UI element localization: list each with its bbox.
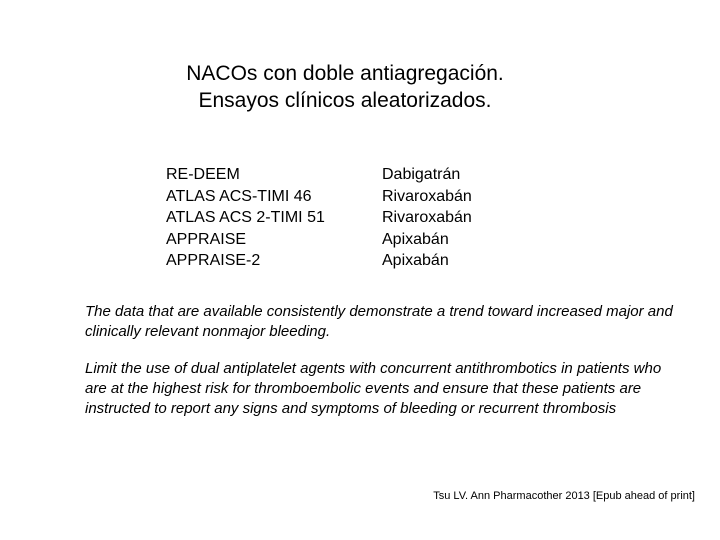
title-line-1: NACOs con doble antiagregación. (186, 62, 504, 85)
trial-name: APPRAISE-2 (166, 252, 261, 269)
trial-drug: Apixabán (382, 230, 449, 248)
trial-drug: Apixabán (382, 252, 449, 269)
citation: Tsu LV. Ann Pharmacother 2013 [Epub ahead of print] (433, 490, 695, 502)
title-line-2: Ensayos clínicos aleatorizados. (198, 89, 492, 112)
trial-name: APPRAISE (166, 230, 247, 248)
trial-name: ATLAS ACS-TIMI 46 (166, 187, 312, 205)
bleeding-trend-paragraph: The data that are available consistently demonstrate a trend toward increased major and clinically relevant nonmajor bleeding. (85, 303, 673, 340)
trial-name: ATLAS ACS 2-TIMI 51 (166, 209, 325, 226)
trial-drug: Rivaroxabán (382, 187, 472, 205)
trial-row (166, 164, 472, 186)
trial-drug: Dabigatrán (382, 166, 461, 183)
recommendation-paragraph: Limit the use of dual antiplatelet agents with concurrent antithrombotics in patients who are at the highest risk for thromboembolic events and ensure that these patients are instructed to report any signs and symptoms of bleeding or recurrent thrombosis (85, 360, 662, 417)
slide-title (0, 60, 690, 114)
trials-list (166, 164, 472, 272)
trial-drug: Rivaroxabán (382, 209, 472, 226)
trial-row (166, 250, 472, 272)
trial-row (166, 207, 472, 229)
trial-name: RE-DEEM (166, 166, 240, 183)
trial-row (166, 229, 472, 251)
trial-row (166, 186, 472, 208)
